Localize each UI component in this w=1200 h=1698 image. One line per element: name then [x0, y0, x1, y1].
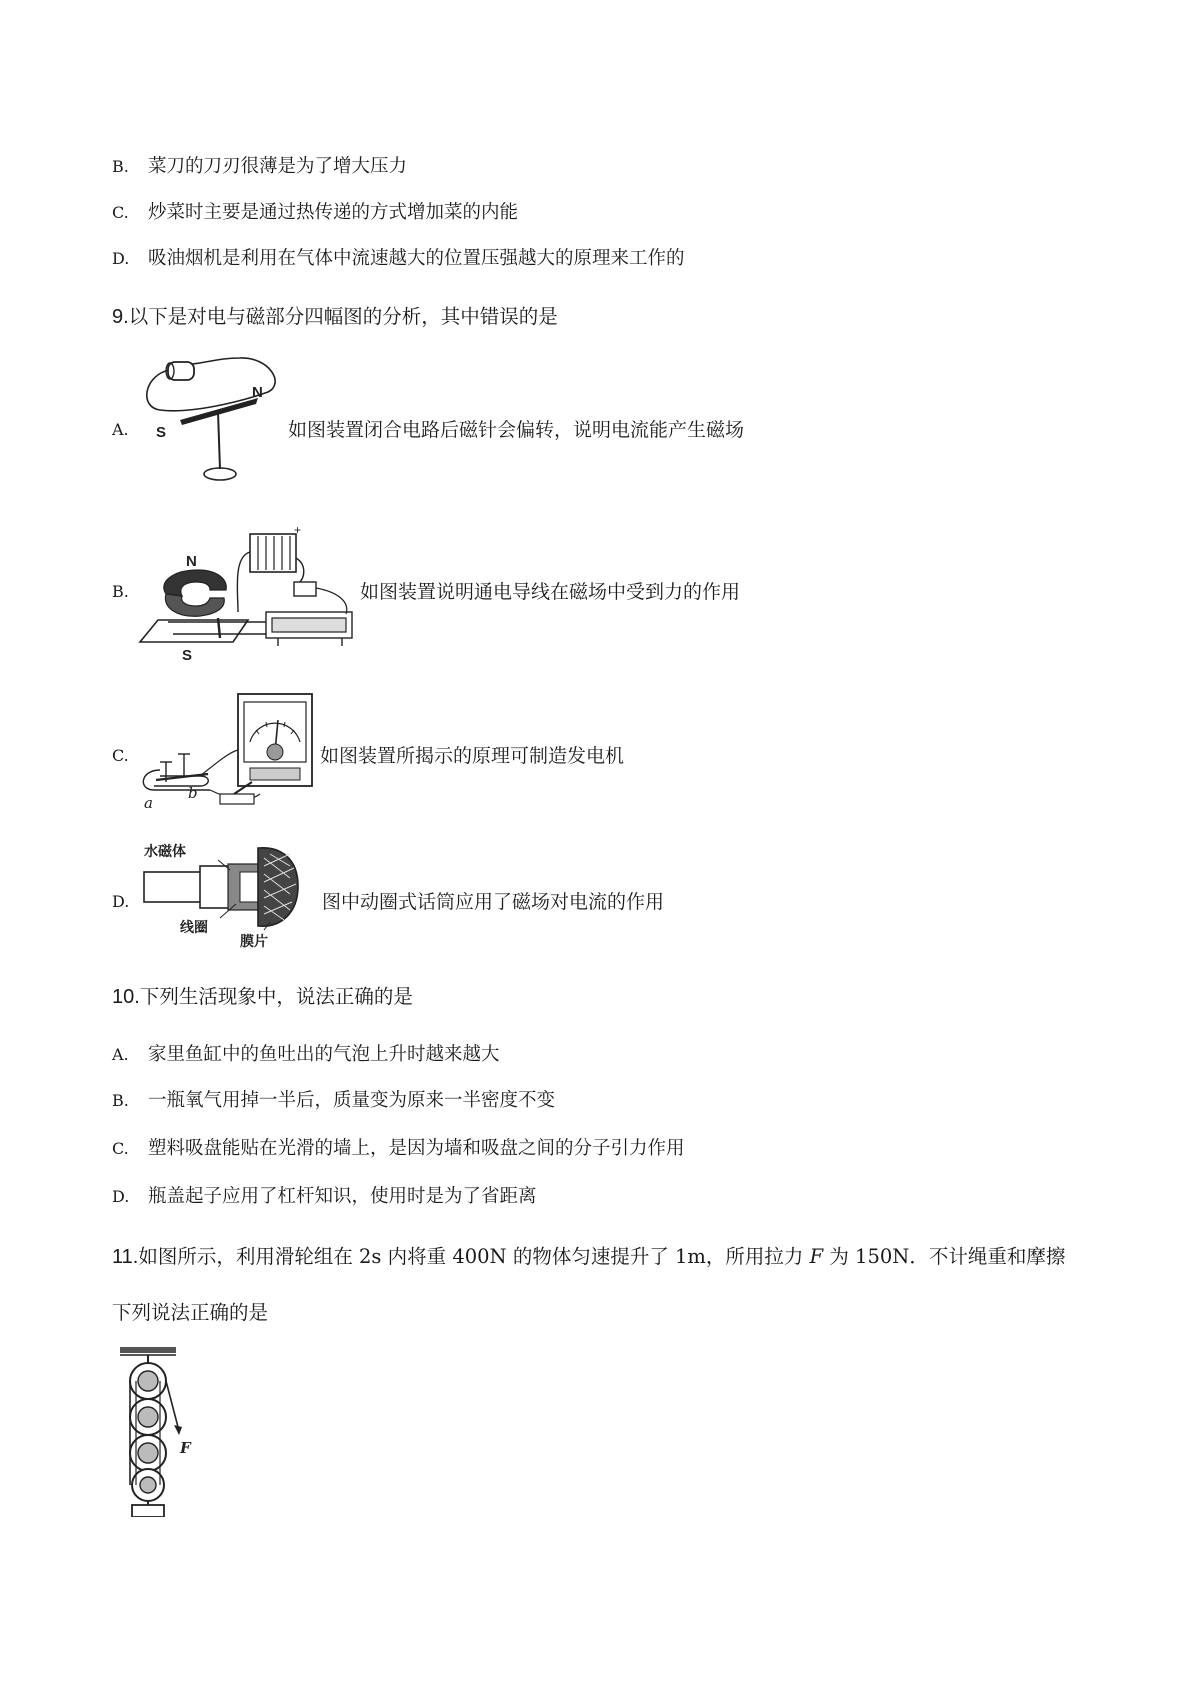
label-a: a: [144, 794, 153, 812]
q9-option-a-text: 如图装置闭合电路后磁针会偏转，说明电流能产生磁场: [288, 419, 745, 441]
question-number: 9.: [112, 306, 129, 328]
q8-option-d: [112, 247, 685, 271]
label-n: N: [252, 384, 263, 401]
question-text: 以下是对电与磁部分四幅图的分析，其中错误的是: [128, 305, 558, 328]
question-number: 10.: [112, 986, 140, 1008]
label-s: S: [182, 647, 193, 664]
option-text: 吸油烟机是利用在气体中流速越大的位置压强越大的原理来工作的: [148, 248, 685, 269]
q9-option-b-text: 如图装置说明通电导线在磁场中受到力的作用: [360, 581, 741, 603]
q9-option-b-letter: B.: [112, 582, 129, 601]
label-magnet: 水磁体: [144, 844, 186, 860]
option-letter: D.: [112, 249, 130, 268]
question-text-part2: 为 150N．不计绳重和摩擦: [823, 1245, 1066, 1268]
q9-figure-d-microphone: [140, 838, 320, 950]
q11-stem-line2: 下列说法正确的是: [112, 1301, 269, 1324]
label-plus: +: [294, 523, 302, 537]
option-text: 菜刀的刀刃很薄是为了增大压力: [148, 156, 408, 177]
option-letter: A.: [112, 1045, 129, 1064]
q9-figure-c-galvanometer: [140, 690, 320, 816]
q9-option-c-text: 如图装置所揭示的原理可制造发电机: [320, 745, 625, 767]
option-letter: B.: [112, 157, 129, 176]
label-diaphragm: 膜片: [240, 934, 268, 950]
q9-figure-b-magnet-rails: [138, 522, 360, 664]
q10-option-d: [112, 1185, 537, 1209]
q11-stem: [112, 1245, 1065, 1269]
label-b: b: [188, 784, 198, 802]
label-s: S: [156, 424, 167, 441]
option-letter: D.: [112, 1187, 130, 1206]
q8-option-c: [112, 201, 518, 225]
q9-stem: [112, 305, 558, 329]
q9-option-d-text: 图中动圈式话筒应用了磁场对电流的作用: [322, 891, 665, 913]
label-f: F: [180, 1439, 191, 1457]
option-text: 一瓶氧气用掉一半后，质量变为原来一半密度不变: [148, 1090, 556, 1111]
q11-figure-pulley-system: [118, 1345, 198, 1517]
q9-option-d-letter: D.: [112, 892, 130, 911]
option-letter: C.: [112, 1139, 129, 1158]
option-text: 家里鱼缸中的鱼吐出的气泡上升时越来越大: [148, 1044, 500, 1065]
q10-option-b: [112, 1089, 555, 1113]
option-text: 塑料吸盘能贴在光滑的墙上，是因为墙和吸盘之间的分子引力作用: [148, 1138, 685, 1159]
option-text: 炒菜时主要是通过热传递的方式增加菜的内能: [148, 202, 519, 223]
q10-option-c: [112, 1137, 685, 1161]
q10-option-a: [112, 1043, 500, 1067]
option-letter: C.: [112, 203, 129, 222]
question-text-part1: 如图所示，利用滑轮组在 2s 内将重 400N 的物体匀速提升了 1m，所用拉力: [138, 1245, 810, 1268]
question-text: 下列生活现象中，说法正确的是: [139, 985, 413, 1008]
q9-figure-a-compass-circuit: [140, 352, 285, 492]
option-text: 瓶盖起子应用了杠杆知识，使用时是为了省距离: [148, 1186, 537, 1207]
label-n: N: [186, 553, 197, 570]
label-coil: 线圈: [180, 920, 208, 936]
option-letter: B.: [112, 1091, 129, 1110]
force-symbol: F: [809, 1245, 824, 1268]
question-number: 11.: [112, 1246, 139, 1268]
q9-option-a-letter: A.: [112, 420, 129, 439]
q8-option-b: [112, 155, 407, 179]
q10-stem: [112, 985, 413, 1009]
q9-option-c-letter: C.: [112, 746, 129, 765]
